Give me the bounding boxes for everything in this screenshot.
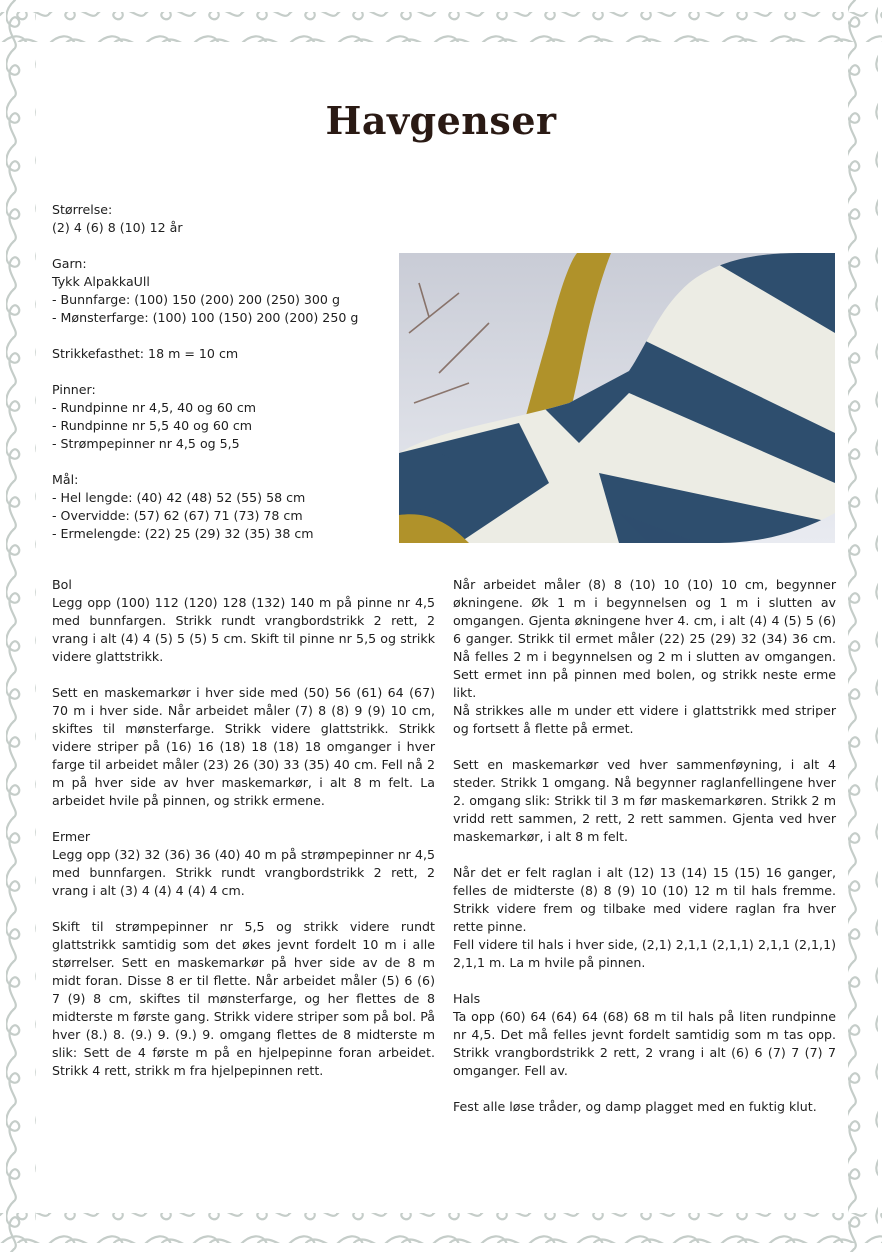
paragraph: Sett en maskemarkør ved hver sammenføyning, i alt 4 steder. Strikk 1 omgang. Nå begynner raglanfellingene hver 2. omgang slik: Strikk til 3 m før maskemarkøren. Strikk 2 m vridd rett sammen, 2 rett, 2 rett sammen. Gjenta ved hver maskemarkør, i alt 8 m felt. <box>453 757 836 844</box>
needle-item: - Strømpepinner nr 4,5 og 5,5 <box>52 436 240 451</box>
measurement-item: - Ermelengde: (22) 25 (29) 32 (35) 38 cm <box>52 526 314 541</box>
gauge: Strikkefasthet: 18 m = 10 cm <box>52 346 239 361</box>
measurements-label: Mål: <box>52 472 79 487</box>
size-value: (2) 4 (6) 8 (10) 12 år <box>52 220 183 235</box>
pattern-specs <box>52 201 397 543</box>
left-column <box>52 576 435 1098</box>
section-heading-ermer: Ermer <box>52 829 91 844</box>
paragraph: Når arbeidet måler (8) 8 (10) 10 (10) 10 cm, begynner økningene. Øk 1 m i begynnelsen og 1 m i slutten av omgangen. Gjenta økningene hver 4. cm, i alt (4) 4 (5) 5 (6) 6 ganger. Strikk til ermet måler (22) 25 (29) 32 (34) 36 cm. Nå felles 2 m i begynnelsen og 2 m i slutten av omgangen. Sett ermet inn på pinnen med bolen, og strikk neste erme likt. <box>453 577 836 700</box>
right-column <box>453 576 836 1134</box>
paragraph: Legg opp (100) 112 (120) 128 (132) 140 m på pinne nr 4,5 med bunnfargen. Strikk rundt vrangbordstrikk 2 rett, 2 vrang i alt (4) 4 (5) 5 (5) 5 cm. Skift til pinne nr 5,5 og strikk videre glattstrikk. <box>52 595 435 664</box>
yarn-label: Garn: <box>52 256 87 271</box>
size-label: Størrelse: <box>52 202 113 217</box>
paragraph: Skift til strømpepinner nr 5,5 og strikk videre rundt glattstrikk samtidig som det økes jevnt fordelt 10 m i alle størrelser. Sett en maskemarkør på hver side av de 8 m midt foran. Disse 8 er til flette. Når arbeidet måler (5) 6 (6) 7 (9) 8 cm, skiftes til mønsterfarge, og her flettes de 8 midterste m første gang. Strikk videre striper som på bol. På hver (8.) 8. (9.) 9. (9.) 9. omgang flettes de 8 midterste m slik: Sett de 4 første m på en hjelpepinne foran arbeidet. Strikk 4 rett, strikk m fra hjelpepinnen rett. <box>52 919 435 1078</box>
paragraph: Ta opp (60) 64 (64) 64 (68) 68 m til hals på liten rundpinne nr 4,5. Det må felles jevnt fordelt samtidig som m tas opp. Strikk vrangbordstrikk 2 rett, 2 vrang i alt (6) 6 (7) 7 (7) 7 omganger. Fell av. <box>453 1009 836 1078</box>
needle-item: - Rundpinne nr 5,5 40 og 60 cm <box>52 418 253 433</box>
measurement-item: - Hel lengde: (40) 42 (48) 52 (55) 58 cm <box>52 490 306 505</box>
section-heading-bol: Bol <box>52 577 72 592</box>
needles-label: Pinner: <box>52 382 96 397</box>
paragraph: Legg opp (32) 32 (36) 36 (40) 40 m på strømpepinner nr 4,5 med bunnfargen. Strikk rundt vrangbordstrikk 2 rett, 2 vrang i alt (3) 4 (4) 4 (4) 4 cm. <box>52 847 435 898</box>
sweater-photo <box>399 253 835 543</box>
paragraph: Når det er felt raglan i alt (12) 13 (14) 15 (15) 16 ganger, felles de midterste (8) 8 (9) 10 (10) 12 m til hals fremme. Strikk videre frem og tilbake med videre raglan fra hver rette pinne. <box>453 865 836 934</box>
paragraph: Nå strikkes alle m under ett videre i glattstrikk med striper og fortsett å flette på ermet. <box>453 703 836 736</box>
paragraph: Sett en maskemarkør i hver side med (50) 56 (61) 64 (67) 70 m i hver side. Når arbeidet måler (7) 8 (8) 9 (9) 10 cm, skiftes til mønsterfarge. Strikk videre glattstrikk. Strikk videre striper på (16) 16 (18) 18 (18) 18 omganger i hver farge til arbeidet måler (23) 26 (30) 33 (35) 40 cm. Fell nå 2 m på hver side av hver maskemarkør, i alt 8 m felt. La arbeidet hvile på pinnen, og strikk ermene. <box>52 685 435 808</box>
yarn-pattern-color: - Mønsterfarge: (100) 100 (150) 200 (200) 250 g <box>52 310 359 325</box>
yarn-base-color: - Bunnfarge: (100) 150 (200) 200 (250) 300 g <box>52 292 340 307</box>
yarn-name: Tykk AlpakkaUll <box>52 274 150 289</box>
paragraph: Fell videre til hals i hver side, (2,1) 2,1,1 (2,1,1) 2,1,1 (2,1,1) 2,1,1 m. La m hvile på pinnen. <box>453 937 836 970</box>
needle-item: - Rundpinne nr 4,5, 40 og 60 cm <box>52 400 257 415</box>
section-heading-hals: Hals <box>453 991 481 1006</box>
page-title: Havgenser <box>325 98 557 143</box>
paragraph: Fest alle løse tråder, og damp plagget med en fuktig klut. <box>453 1099 817 1114</box>
measurement-item: - Overvidde: (57) 62 (67) 71 (73) 78 cm <box>52 508 303 523</box>
